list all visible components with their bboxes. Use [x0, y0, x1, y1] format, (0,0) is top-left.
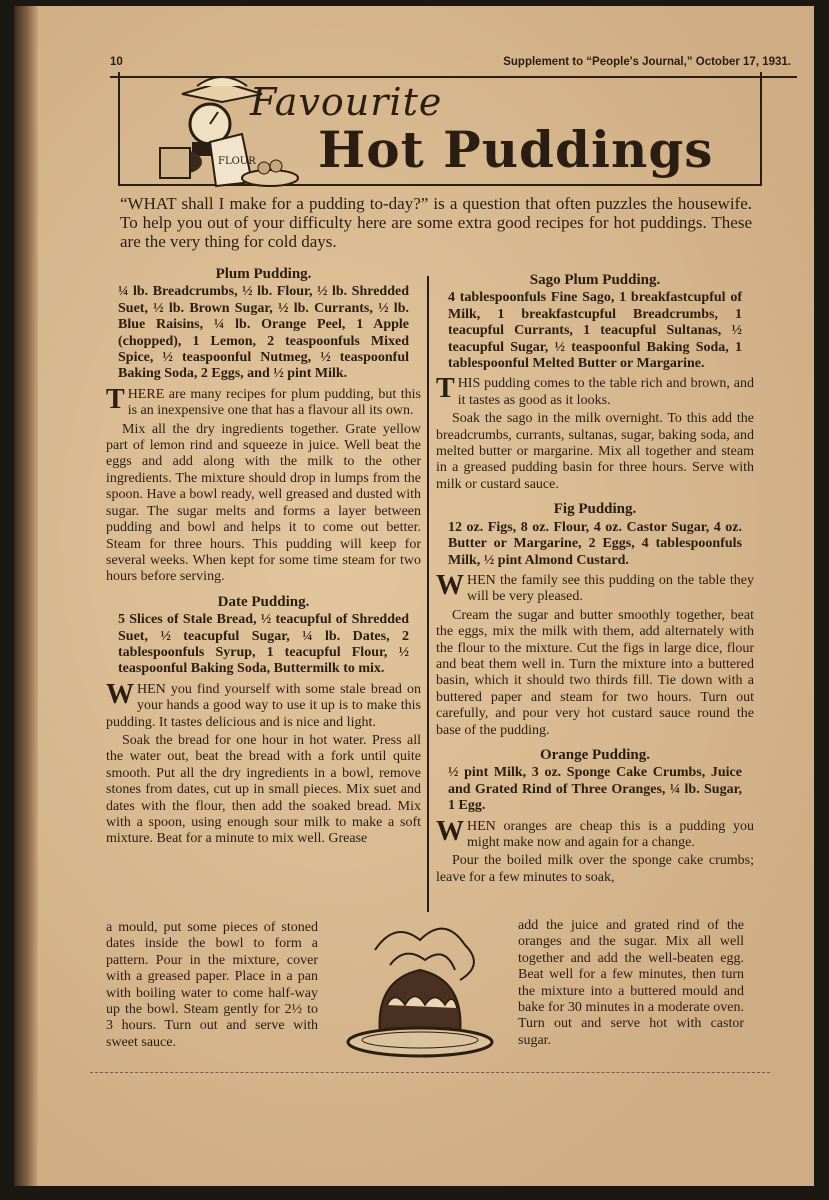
sago-ingredients: 4 tablespoonfuls Fine Sago, 1 breakfastcupful of Milk, 1 breakfastcupful Breadcrumbs, 1 teacupful Currants, 1 teacupful Sultanas, ½ teacupful Sugar, ½ teaspoonful Baking Soda, 1 tablespoonful Melted Butter or Margarine.: [448, 290, 742, 372]
date-paragraph-2: Soak the bread for one hour in hot water. Press all the water out, beat the bread with a fork until quite smooth. Put all the dry ingredients in a bowl, remove stones from dates, cut up in small pieces. Mix suet and dates with the flour, then add the soaked bread. Mix with a spoon, using enough sour milk to make a soft mixture. Beat for a minute to mix well. Grease: [106, 732, 421, 847]
supplement-line: Supplement to “People's Journal,” October 17, 1931.: [503, 56, 791, 68]
page-title: Hot Puddings: [318, 120, 714, 179]
orange-paragraph-3: add the juice and grated rind of the oranges and the sugar. Mix all well together and add the well-beaten egg. Beat well for a few minutes, then turn the mixture into a buttered mould and bake for 30 minutes in a moderate oven. Turn out and serve hot with castor sugar.: [518, 918, 744, 1048]
footer-rule: [90, 1072, 770, 1073]
orange-paragraph-1: WHEN oranges are cheap this is a pudding you might make now and again for a change.: [436, 815, 754, 850]
drop-cap: W: [436, 569, 464, 601]
orange-heading: Orange Pudding.: [539, 746, 651, 763]
date-paragraph-3: a mould, put some pieces of stoned dates inside the bowl to form a pattern. Pour in the mixture, cover with a greased paper. Place in a pan with boiling water to come half-way up the bowl. Steam gently for 2½ to 3 hours. Turn out and serve with sweet sauce.: [106, 920, 318, 1050]
page-number: 10: [110, 56, 123, 68]
fig-heading: Fig Pudding.: [553, 501, 637, 518]
plum-paragraph-2: Mix all the dry ingredients together. Grate yellow part of lemon rind and squeeze in juice. Well beat the eggs and add along with the milk to the other ingredients. The mixture should drop in lumps from the spoon. Have a bowl ready, well greased and dusted with sugar. The sugar melts and forms a layer between pudding and bowl and helps it to come out better. Steam for three hours. This pudding will keep for several weeks. When kept for some time steam for two hours before serving.: [106, 421, 421, 585]
orange-paragraph-2: Pour the boiled milk over the sponge cake crumbs; leave for a few minutes to soak,: [436, 853, 754, 885]
left-column: [106, 266, 421, 850]
steaming-pudding-illustration: [335, 910, 505, 1070]
fig-ingredients: 12 oz. Figs, 8 oz. Flour, 4 oz. Castor Sugar, 4 oz. Butter or Margarine, 2 Eggs, 4 tablespoonfuls Milk, ½ pint Almond Custard.: [448, 519, 742, 568]
flour-label: FLOUR: [218, 156, 256, 167]
fig-paragraph-1: WHEN the family see this pudding on the table they will be very pleased.: [436, 569, 754, 605]
drop-cap: W: [436, 815, 464, 847]
binding-edge: [14, 6, 38, 1186]
fig-paragraph-2: Cream the sugar and butter smoothly together, beat the eggs, mix the milk with them, add alternately with the flour to the mixture. Cut the figs in large dice, flour and beat them well in. Turn the mixture into a buttered basin, which it should two thirds fill. Tie down with a buttered paper and steam for two hours. Turn out carefully, and pour very hot custard sauce round the base of the pudding.: [436, 607, 754, 738]
drop-cap: T: [436, 373, 455, 405]
orange-ingredients: ½ pint Milk, 3 oz. Sponge Cake Crumbs, Juice and Grated Rind of Three Oranges, ¼ lb. Sugar, 1 Egg.: [448, 765, 742, 814]
sago-paragraph-1: THIS pudding comes to the table rich and brown, and it tastes as good as it looks.: [436, 373, 754, 408]
sago-paragraph-2: Soak the sago in the milk overnight. To this add the breadcrumbs, currants, sultanas, sugar, baking soda, and melted butter or margarine. Mix all together and steam in a greased pudding basin for three hours. Serve with milk or custard sauce.: [436, 411, 754, 492]
right-column: [436, 272, 754, 888]
intro-paragraph: “WHAT shall I make for a pudding to-day?” is a question that often puzzles the housewife. To help you out of your difficulty here are some extra good recipes for hot puddings. These are the very thing for cold days.: [120, 194, 752, 251]
plum-paragraph-1: THERE are many recipes for plum pudding, but this is an inexpensive one that has a flavour all its own.: [106, 383, 421, 419]
date-paragraph-1: WHEN you find yourself with some stale bread on your hands a good way to use it up is to make this pudding. It tastes delicious and is nice and light.: [106, 678, 421, 730]
plum-ingredients: ¼ lb. Breadcrumbs, ½ lb. Flour, ½ lb. Shredded Suet, ½ lb. Brown Sugar, ½ lb. Currants, ½ lb. Blue Raisins, ¼ lb. Orange Peel, 1 Apple (chopped), 1 Lemon, 2 teaspoonfuls Mixed Spice, ½ teaspoonful Nutmeg, ½ teaspoonful Baking Soda, 2 Eggs, and ½ pint Milk.: [118, 284, 409, 382]
sago-heading: Sago Plum Pudding.: [529, 272, 661, 288]
date-ingredients: 5 Slices of Stale Bread, ½ teacupful of Shredded Suet, ½ teacupful Sugar, ¼ lb. Dates, 2 tablespoonfuls Syrup, 1 teacupful Flour, ½ teaspoonful Baking Soda, Buttermilk to mix.: [118, 612, 409, 677]
column-divider: [427, 276, 429, 912]
title-favourite: Favourite: [250, 80, 443, 124]
drop-cap: T: [106, 383, 125, 415]
plum-heading: Plum Pudding.: [215, 266, 312, 282]
date-heading: Date Pudding.: [217, 593, 310, 610]
drop-cap: W: [106, 678, 134, 710]
